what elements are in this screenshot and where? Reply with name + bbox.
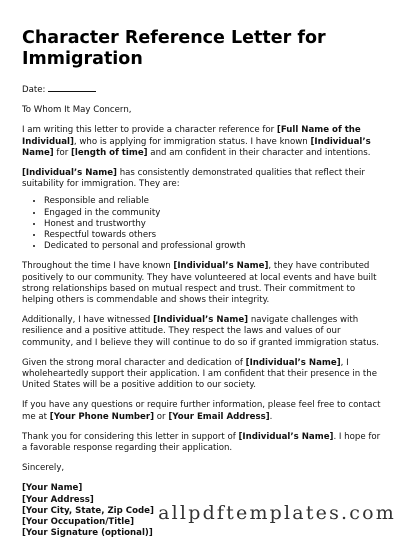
- text: . I hope for a favorable response regarding their application.: [22, 431, 381, 454]
- paragraph-thanks: [22, 432, 388, 454]
- text: navigate challenges with resilience and a positive attitude. They respect the laws and values of our community, and I believe they will continue to do so if granted immigration status.: [22, 315, 380, 348]
- placeholder-full-name: [Full Name of the Individual]: [22, 125, 361, 147]
- text: Additionally, I have witnessed: [22, 315, 154, 326]
- placeholder-individual-name: [Individual’s Name]: [245, 357, 341, 368]
- qualities-list: [22, 196, 388, 252]
- text: for: [53, 147, 71, 158]
- placeholder-email: [Your Email Address]: [168, 411, 270, 422]
- placeholder-individual-name: [Individual’s Name]: [22, 168, 117, 179]
- paragraph-resilience: [22, 315, 388, 349]
- text: Throughout the time I have known: [22, 261, 174, 272]
- signature-line: [Your Occupation/Title]: [22, 517, 135, 528]
- placeholder-individual-name: [Individual’s Name]: [22, 136, 371, 158]
- text: and am confident in their character and intentions.: [147, 147, 371, 158]
- text: If you have any questions or require further information, please feel free to contact me at: [22, 400, 381, 422]
- placeholder-phone: [Your Phone Number]: [49, 411, 155, 422]
- placeholder-length-of-time: [length of time]: [70, 147, 148, 158]
- date-label: Date:: [22, 85, 46, 95]
- date-line: [22, 83, 388, 96]
- placeholder-individual-name: [Individual’s Name]: [173, 261, 269, 272]
- closing: Sincerely,: [22, 463, 65, 474]
- text: I am writing this letter to provide a character reference for: [22, 125, 277, 136]
- list-item: • Respectful towards others: [44, 230, 388, 241]
- text: Given the strong moral character and dedication of: [22, 357, 246, 368]
- signature-line: [Your Name]: [22, 483, 83, 494]
- paragraph-contact: [22, 400, 388, 422]
- placeholder-individual-name: [Individual’s Name]: [238, 431, 334, 442]
- paragraph-qualities: [22, 168, 388, 190]
- document-title: [22, 28, 388, 70]
- signature-line: [Your Address]: [22, 494, 94, 505]
- salutation: To Whom It May Concern,: [22, 105, 132, 116]
- signature-line: [Your Signature (optional)]: [22, 528, 153, 539]
- placeholder-individual-name: [Individual’s Name]: [153, 315, 249, 326]
- text: Thank you for considering this letter in support of: [22, 431, 239, 442]
- date-blank: [48, 83, 96, 92]
- list-item: • Honest and trustworthy: [44, 219, 388, 230]
- paragraph-intro: [22, 125, 388, 159]
- text: or: [154, 411, 169, 422]
- text: , I wholeheartedly support their application. I am confident that their presence in the United States will be a positive addition to our society.: [22, 357, 378, 391]
- text: , they have contributed positively to our community. They have volunteered at local events and have built strong relationships based on mutual respect and trust. Their commitment to helping others is commendable and shows their integrity.: [22, 261, 377, 306]
- paragraph-support: [22, 358, 388, 392]
- watermark: allpdftemplates.com: [158, 502, 396, 524]
- list-item: • Engaged in the community: [44, 208, 388, 219]
- text: .: [269, 411, 273, 422]
- paragraph-community: [22, 261, 388, 306]
- text: , who is applying for immigration status. I have known: [73, 136, 311, 147]
- list-item: • Dedicated to personal and professional growth: [44, 241, 388, 252]
- text: has consistently demonstrated qualities that reflect their suitability for immigration. They are:: [22, 168, 365, 190]
- signature-line: [Your City, State, Zip Code]: [22, 505, 154, 516]
- title-line-1: Character Reference Letter for: [22, 28, 326, 48]
- title-line-2: Immigration: [22, 49, 143, 69]
- list-item: • Responsible and reliable: [44, 196, 388, 207]
